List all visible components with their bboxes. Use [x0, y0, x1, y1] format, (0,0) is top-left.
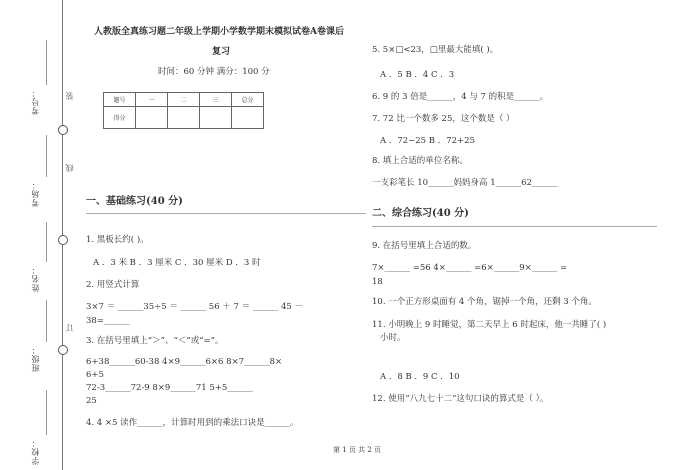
question-9: 9. 在括号里填上合适的数。: [372, 241, 477, 251]
class-line: [46, 300, 47, 342]
question-7-options: A ．72−25 B ．72+25: [380, 136, 475, 146]
score-header-cell: 题号: [104, 93, 136, 107]
question-9-row: 7×______ =56 4×______ =6×______9×______ =: [372, 263, 568, 273]
question-12: 12. 使用“八九七十二”这句口诀的算式是（ ）。: [372, 394, 549, 404]
binding-mark: 装: [65, 92, 74, 100]
score-header-cell: 总分: [232, 93, 264, 107]
question-3-row: 6+5: [86, 370, 104, 380]
score-header-cell: 二: [168, 93, 200, 107]
section-title-comprehensive: 二、综合练习(40 分): [372, 208, 469, 219]
question-2: 2. 用竖式计算: [86, 280, 140, 290]
question-2-row: 38=______: [86, 316, 130, 326]
score-cell[interactable]: [136, 107, 168, 129]
question-3-row: 25: [86, 396, 97, 406]
binding-hole: [58, 235, 68, 245]
question-11: 11. 小明晚上 9 时睡觉，第二天早上 6 时起床，他一共睡了( ): [372, 320, 607, 330]
exam-room-label: 考场：: [31, 180, 40, 207]
page-number: 第 1 页 共 2 页: [333, 446, 382, 454]
score-cell[interactable]: [168, 107, 200, 129]
time-score: 时间：60 分钟 满分：100 分: [158, 67, 270, 77]
page-title-cont: 复习: [212, 47, 231, 57]
page-title: 人教版全真练习题二年级上学期小学数学期末模拟试卷A卷课后: [94, 27, 344, 37]
question-5-options: A ．5 B ．4 C ．3: [380, 70, 455, 80]
question-3-row: 6+38______60-38 4×9______6×6 8×7______8×: [86, 357, 283, 367]
question-8-row: 一支彩笔长 10______妈妈身高 1______62______: [372, 178, 558, 188]
name-line: [46, 222, 47, 262]
score-cell[interactable]: [200, 107, 232, 129]
section-underline: [86, 213, 366, 214]
question-3-row: 72-3______72-9 8×9______71 5+5______: [86, 383, 253, 393]
binding-mark: 线: [65, 164, 74, 172]
question-7: 7. 72 比一个数多 25，这个数是（ ）: [372, 114, 515, 124]
question-2-row: 3×7 ＝ ______35÷5 ＝ ______ 56 ＋ 7 ＝ ______ 45 －: [86, 302, 304, 312]
section-title-basic: 一、基础练习(40 分): [86, 196, 183, 207]
score-header-cell: 一: [136, 93, 168, 107]
exam-number-label: 考号：: [31, 88, 40, 115]
question-11-options: A ．8 B ．9 C ．10: [380, 372, 460, 382]
question-10: 10. 一个正方形桌面有 4 个角，锯掉一个角，还剩 3 个角。: [372, 297, 597, 307]
binding-hole: [58, 345, 68, 355]
question-11-cont: 小时。: [380, 333, 406, 343]
school-line: [46, 390, 47, 435]
question-9-row: 18: [372, 277, 383, 287]
school-label: 学校：: [31, 438, 40, 465]
binding-hole: [58, 125, 68, 135]
name-label: 姓名：: [31, 265, 40, 292]
exam-room-line: [46, 135, 47, 177]
score-row-label: 得分: [104, 107, 136, 129]
question-1: 1. 黑板长约( )。: [86, 235, 149, 245]
class-label: 班级：: [31, 345, 40, 372]
question-5: 5. 5×□<23，□里最大能填( )。: [372, 45, 499, 55]
question-1-options: A ．3 米 B ．3 厘米 C ．30 厘米 D ．3 时: [93, 258, 261, 268]
binding-mark: 订: [65, 324, 74, 332]
question-4: 4. 4 ×5 读作______，计算时用到的乘法口诀是______。: [86, 418, 299, 428]
exam-number-line: [46, 40, 47, 85]
score-cell[interactable]: [232, 107, 264, 129]
question-3: 3. 在括号里填上“＞”、“＜”或“=”。: [86, 336, 224, 346]
section-underline: [372, 226, 657, 227]
binding-margin: [0, 0, 78, 470]
question-6: 6. 9 的 3 倍是______，4 与 7 的积是______。: [372, 92, 549, 102]
score-header-cell: 三: [200, 93, 232, 107]
score-table: [103, 92, 264, 129]
question-8: 8. 填上合适的单位名称。: [372, 156, 468, 166]
